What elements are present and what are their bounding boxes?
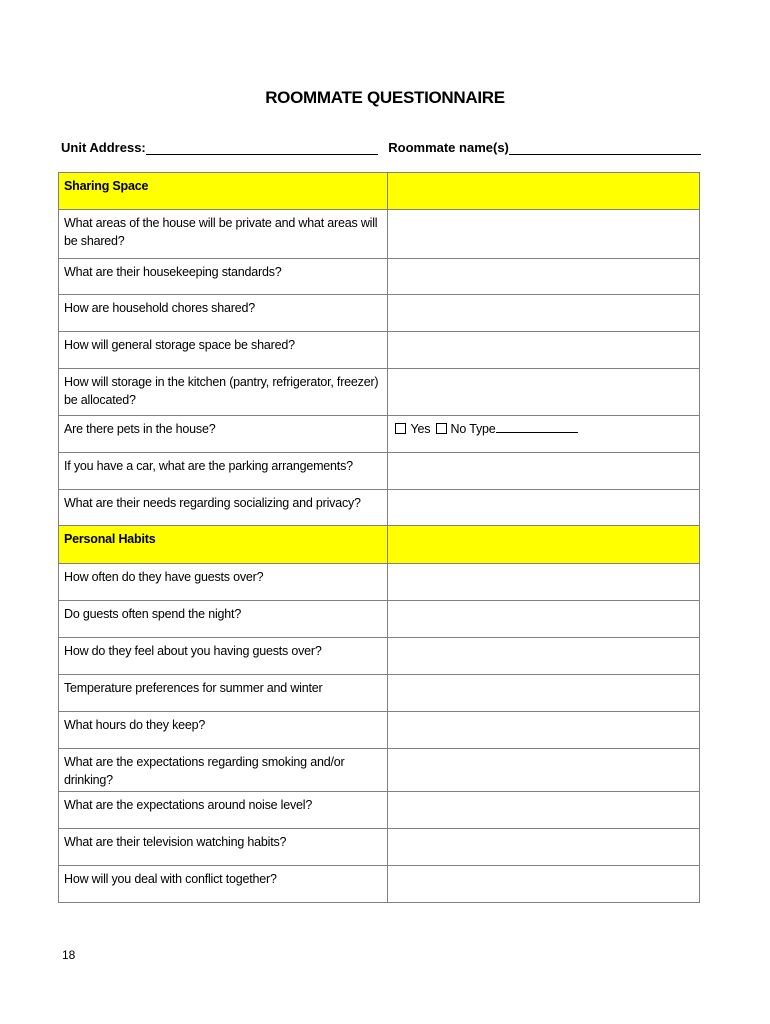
question-text: What are the expectations around noise level? — [59, 792, 388, 829]
question-text: What hours do they keep? — [59, 712, 388, 749]
question-text: What are their housekeeping standards? — [59, 259, 388, 295]
question-text: How often do they have guests over? — [59, 564, 388, 601]
question-text: Are there pets in the house? — [59, 416, 388, 453]
table-row — [59, 749, 700, 792]
section-heading: Personal Habits — [59, 526, 388, 564]
pet-type-field[interactable] — [496, 420, 578, 433]
unit-address-label: Unit Address: — [61, 140, 146, 155]
no-label: No — [450, 422, 467, 436]
table-row — [59, 675, 700, 712]
table-row — [59, 638, 700, 675]
question-text: How will you deal with conflict together? — [59, 866, 388, 903]
page-number: 18 — [62, 948, 76, 962]
answer-cell[interactable] — [388, 259, 700, 295]
yes-label: Yes — [410, 422, 431, 436]
table-row — [59, 866, 700, 903]
answer-cell[interactable] — [388, 453, 700, 490]
question-text: What are their needs regarding socializing and privacy? — [59, 490, 388, 526]
type-label: Type — [469, 422, 496, 436]
section-header-row — [59, 173, 700, 210]
answer-cell[interactable] — [388, 749, 700, 792]
answer-cell[interactable] — [388, 792, 700, 829]
questionnaire-table — [58, 172, 700, 903]
table-row — [59, 564, 700, 601]
table-row — [59, 210, 700, 259]
question-text: How will general storage space be shared? — [59, 332, 388, 369]
question-text: Do guests often spend the night? — [59, 601, 388, 638]
section-heading-blank — [388, 173, 700, 210]
answer-cell[interactable] — [388, 675, 700, 712]
table-row — [59, 416, 700, 453]
table-row — [59, 829, 700, 866]
no-checkbox[interactable] — [436, 423, 447, 434]
answer-cell[interactable] — [388, 490, 700, 526]
question-text: What areas of the house will be private and what areas will be shared? — [59, 210, 388, 259]
question-text: What are the expectations regarding smoking and/or drinking? — [59, 749, 388, 792]
section-heading-blank — [388, 526, 700, 564]
answer-cell[interactable] — [388, 601, 700, 638]
unit-address-field[interactable] — [146, 140, 378, 155]
page-title: ROOMMATE QUESTIONNAIRE — [265, 88, 505, 107]
answer-cell[interactable] — [388, 332, 700, 369]
answer-cell[interactable] — [388, 638, 700, 675]
question-text: If you have a car, what are the parking arrangements? — [59, 453, 388, 490]
roommate-names-label: Roommate name(s) — [388, 140, 509, 155]
answer-cell[interactable] — [388, 866, 700, 903]
answer-cell[interactable] — [388, 369, 700, 416]
question-text: What are their television watching habits? — [59, 829, 388, 866]
table-row — [59, 490, 700, 526]
answer-cell[interactable] — [388, 210, 700, 259]
roommate-names-field[interactable] — [509, 140, 701, 155]
answer-cell[interactable] — [388, 564, 700, 601]
pets-answer-cell — [388, 416, 700, 453]
question-text: How do they feel about you having guests over? — [59, 638, 388, 675]
question-text: How will storage in the kitchen (pantry, refrigerator, freezer) be allocated? — [59, 369, 388, 416]
table-row — [59, 369, 700, 416]
section-heading: Sharing Space — [59, 173, 388, 210]
table-row — [59, 259, 700, 295]
header-fields — [61, 140, 701, 155]
yes-checkbox[interactable] — [395, 423, 406, 434]
answer-cell[interactable] — [388, 712, 700, 749]
table-row — [59, 453, 700, 490]
question-text: Temperature preferences for summer and winter — [59, 675, 388, 712]
table-row — [59, 601, 700, 638]
table-row — [59, 792, 700, 829]
answer-cell[interactable] — [388, 829, 700, 866]
table-row — [59, 332, 700, 369]
answer-cell[interactable] — [388, 295, 700, 332]
section-header-row — [59, 526, 700, 564]
table-row — [59, 295, 700, 332]
table-row — [59, 712, 700, 749]
question-text: How are household chores shared? — [59, 295, 388, 332]
